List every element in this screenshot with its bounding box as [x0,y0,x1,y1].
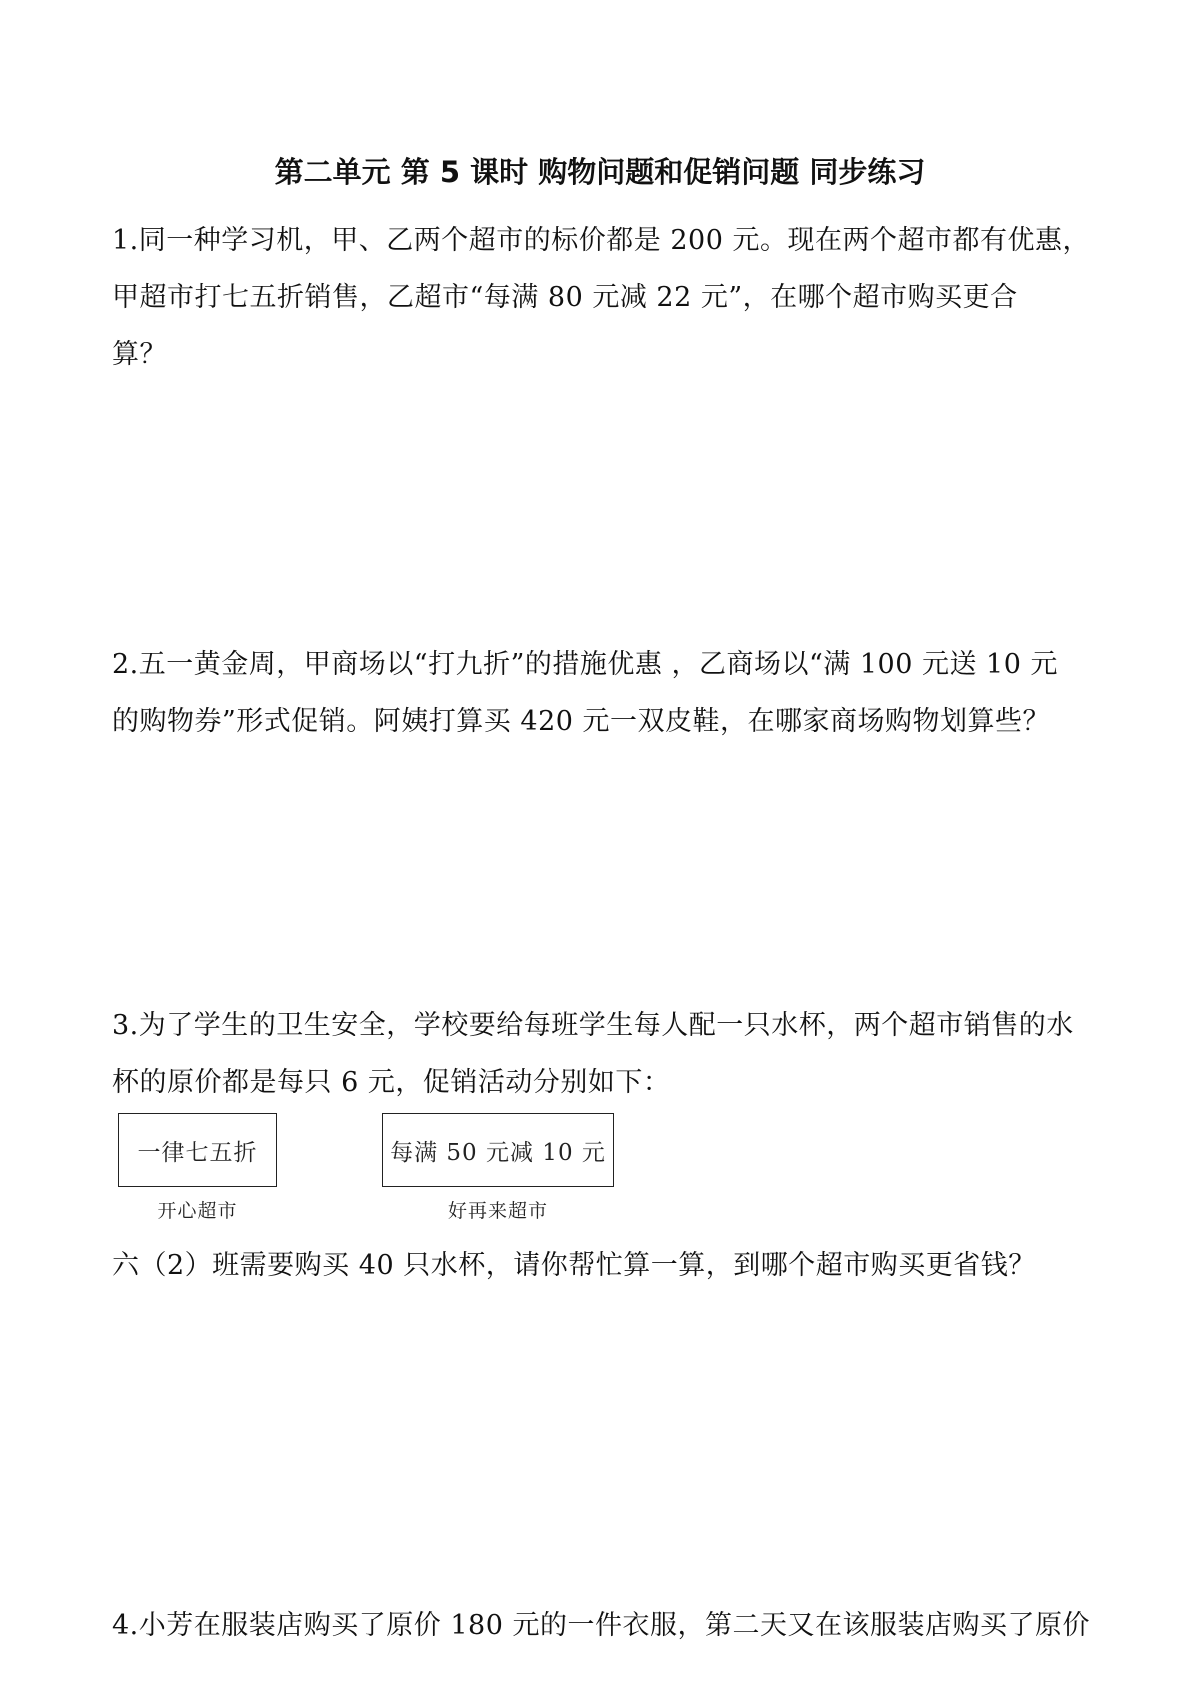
page-title: 第二单元 第 5 课时 购物问题和促销问题 同步练习 [274,155,926,189]
question-2-line-2: 的购物券”形式促销。阿姨打算买 420 元一双皮鞋，在哪家商场购物划算些？ [112,706,1051,737]
promo-caption-kaixin: 开心超市 [157,1200,238,1222]
question-3-followup [112,1237,1102,1294]
question-3-followup-line: 六（2）班需要购买 40 只水杯，请你帮忙算一算，到哪个超市购买更省钱？ [112,1250,1036,1281]
promo-box-kaixin: 一律七五折 [118,1113,277,1187]
question-1 [112,212,1102,383]
question-2-line-1: 2.五一黄金周，甲商场以“打九折”的措施优惠 ，乙商场以“满 100 元送 10 元 [112,649,1058,680]
question-1-line-1: 1.同一种学习机，甲、乙两个超市的标价都是 200 元。现在两个超市都有优惠， [112,225,1090,256]
promo-box-haozailai: 每满 50 元减 10 元 [382,1113,614,1187]
question-3-line-1: 3.为了学生的卫生安全，学校要给每班学生每人配一只水杯，两个超市销售的水 [112,1010,1074,1041]
question-2 [112,636,1102,750]
question-1-line-2: 甲超市打七五折销售，乙超市“每满 80 元减 22 元”，在哪个超市购买更合 [112,282,1018,313]
question-4-line-1: 4.小芳在服装店购买了原价 180 元的一件衣服，第二天又在该服装店购买了原价 [112,1610,1090,1641]
question-4 [112,1597,1102,1654]
question-3 [112,997,1102,1111]
question-1-line-3: 算？ [112,339,167,370]
promo-caption-haozailai: 好再来超市 [447,1200,548,1222]
question-3-line-2: 杯的原价都是每只 6 元，促销活动分别如下： [112,1067,671,1098]
